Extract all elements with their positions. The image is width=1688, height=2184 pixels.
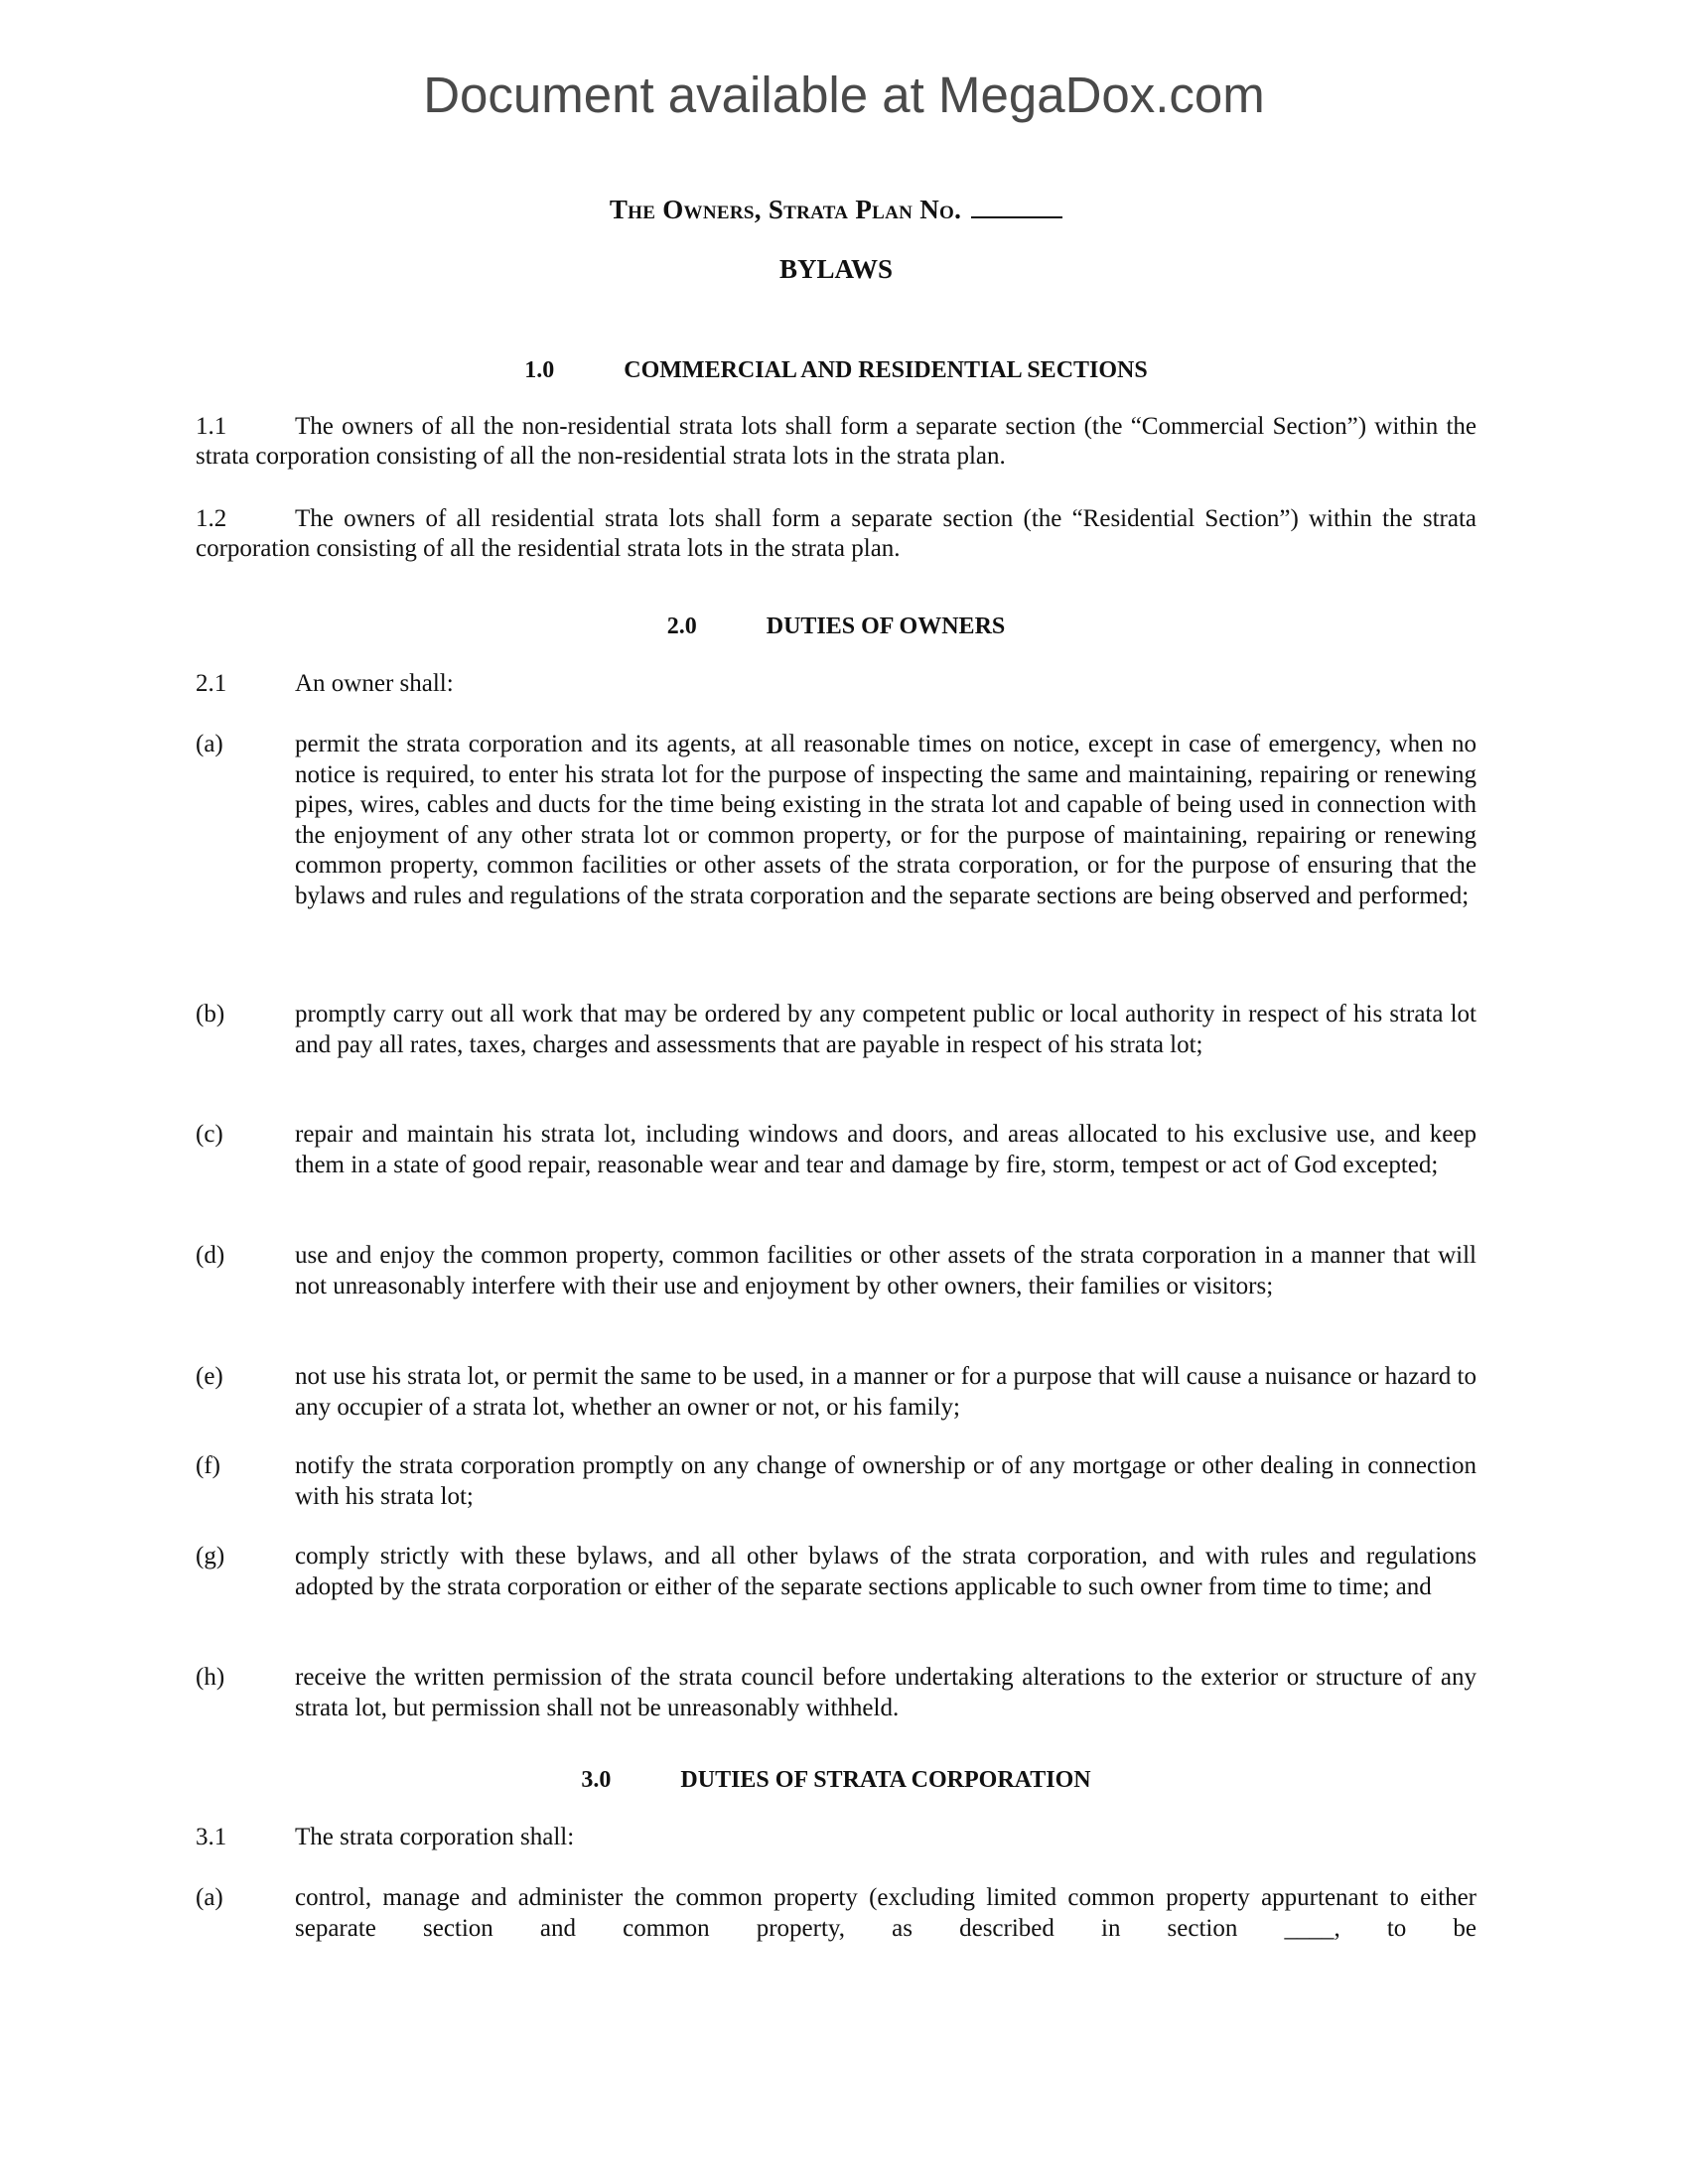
watermark: Document available at MegaDox.com	[423, 67, 1265, 123]
item-label: (d)	[196, 1242, 225, 1269]
paragraph-1-2	[196, 504, 1477, 564]
paragraph-text: The strata corporation shall:	[295, 1824, 575, 1850]
list-item-e	[196, 1362, 1477, 1423]
paragraph-number: 2.1	[196, 670, 227, 697]
list-item-a	[196, 730, 1477, 911]
item-label: (a)	[196, 731, 223, 757]
document-subtitle: BYLAWS	[778, 254, 894, 284]
item-text: not use his strata lot, or permit the same to be used, in a manner or for a purpose that will cause a nuisance or hazard to any occupier of a strata lot, whether an owner or not, or his family;	[295, 1363, 1477, 1421]
section-number: 2.0	[666, 614, 697, 639]
item-label: (h)	[196, 1664, 225, 1691]
item-text: promptly carry out all work that may be ordered by any competent public or local authority in respect of his strata lot and pay all rates, taxes, charges and assessments that are payable in respect of his strata lot;	[295, 1001, 1477, 1058]
list-item-3a	[196, 1883, 1477, 1944]
paragraph-number: 1.1	[196, 413, 227, 440]
list-item-g	[196, 1542, 1477, 1602]
section-heading-2	[196, 614, 1477, 640]
paragraph-number: 3.1	[196, 1824, 227, 1850]
paragraph-text: An owner shall:	[295, 670, 454, 697]
section-heading-3	[196, 1767, 1477, 1794]
section-title: DUTIES OF STRATA CORPORATION	[680, 1767, 1091, 1793]
paragraph-2-1	[196, 669, 1477, 699]
item-text: use and enjoy the common property, common facilities or other assets of the strata corporation in a manner that will not unreasonably interfere with their use and enjoyment by other owners, their families or visitors;	[295, 1242, 1477, 1299]
section-number: 3.0	[581, 1767, 612, 1793]
item-label: (a)	[196, 1884, 223, 1911]
item-text: notify the strata corporation promptly on any change of ownership or of any mortgage or other dealing in connection with his strata lot;	[295, 1452, 1477, 1510]
item-label: (c)	[196, 1121, 223, 1148]
section-title: COMMERCIAL AND RESIDENTIAL SECTIONS	[624, 357, 1148, 383]
paragraph-number: 1.2	[196, 505, 227, 532]
paragraph-text: The owners of all the non-residential strata lots shall form a separate section (the “Commercial Section”) within the strata corporation consisting of all the non-residential strata lots in the strata plan.	[196, 413, 1477, 470]
item-text: receive the written permission of the strata council before undertaking alterations to the exterior or structure of any strata lot, but permission shall not be unreasonably withheld.	[295, 1664, 1477, 1721]
item-label: (b)	[196, 1001, 225, 1027]
item-text: comply strictly with these bylaws, and all other bylaws of the strata corporation, and with rules and regulations adopted by the strata corporation or either of the separate sections applicable to such owner from time to time; and	[295, 1543, 1477, 1600]
document-title	[196, 195, 1477, 225]
item-label: (g)	[196, 1543, 225, 1570]
item-text: permit the strata corporation and its agents, at all reasonable times on notice, except in case of emergency, when no notice is required, to enter his strata lot for the purpose of inspecting the same and maintaining, repairing or renewing pipes, wires, cables and ducts for the time being existing in the strata lot and capable of being used in connection with the enjoyment of any other strata lot or common property, or for the purpose of maintaining, repairing or renewing common property, common facilities or other assets of the strata corporation, or for the purpose of ensuring that the bylaws and rules and regulations of the strata corporation and the separate sections are being observed and performed;	[295, 731, 1477, 909]
list-item-b	[196, 1000, 1477, 1060]
item-label: (f)	[196, 1452, 220, 1479]
title-text: The Owners, Strata Plan No.	[609, 195, 962, 224]
section-title: DUTIES OF OWNERS	[766, 614, 1006, 639]
section-heading-1	[196, 357, 1477, 384]
paragraph-text: The owners of all residential strata lots shall form a separate section (the “Residential Section”) within the strata corporation consisting of all the residential strata lots in the strata plan.	[196, 505, 1477, 562]
list-item-d	[196, 1241, 1477, 1301]
item-text: control, manage and administer the common property (excluding limited common property appurtenant to either separate section and common property, as described in section ____, to be	[295, 1884, 1477, 1942]
paragraph-3-1	[196, 1823, 1477, 1852]
paragraph-1-1	[196, 412, 1477, 472]
plan-number-blank	[971, 195, 1062, 218]
item-label: (e)	[196, 1363, 223, 1390]
section-number: 1.0	[524, 357, 555, 383]
item-text: repair and maintain his strata lot, including windows and doors, and areas allocated to his exclusive use, and keep them in a state of good repair, reasonable wear and tear and damage by fire, storm, tempest or act of God excepted;	[295, 1121, 1477, 1178]
list-item-h	[196, 1663, 1477, 1723]
list-item-f	[196, 1451, 1477, 1512]
list-item-c	[196, 1120, 1477, 1180]
